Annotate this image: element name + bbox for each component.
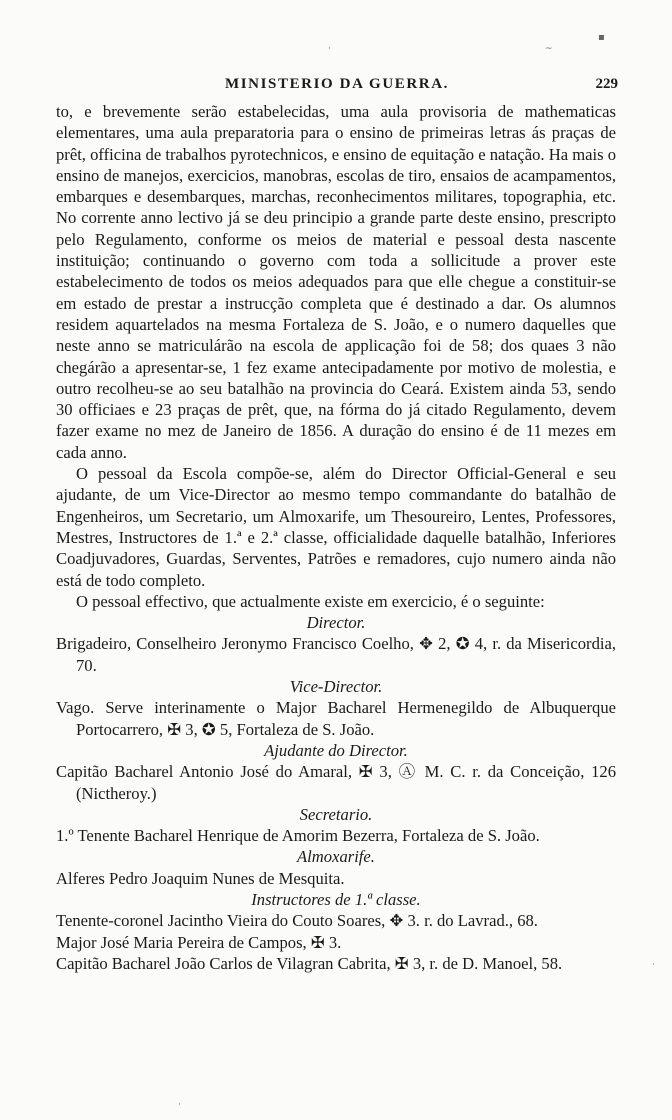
list-item: Capitão Bacharel João Carlos de Vilagran Cabrita, ✠ 3, r. de D. Manoel, 58. bbox=[56, 953, 563, 973]
intro-line: O pessoal effectivo, que actualmente existe em exercicio, é o seguinte: bbox=[76, 591, 545, 611]
list-item: Alferes Pedro Joaquim Nunes de Mesquita. bbox=[56, 868, 345, 888]
section-heading: Almoxarife. bbox=[297, 847, 375, 867]
speck-mark: · bbox=[328, 44, 331, 54]
section-heading: Instructores de 1.ª classe. bbox=[251, 889, 421, 909]
paragraph: to, e brevemente serão estabelecidas, uma aula provisoria de mathematicas elementares, uma aula preparatoria para o ensino de primeiras letras ás praças de prêt, officina de trabalhos pyrotechnicos, e ensino de equitação e natação. Ha mais o ensino de manejos, exercicios, manobras, escolas de tiro, ensaios de acampamentos, embarques e desembarques, marchas, reconhecimentos militares, topographia, etc. No corrente anno lectivo já se deu principio a grande parte deste ensino, prescripto pelo Regulamento, conforme os meios de material e pessoal desta nascente instituição; continuando o governo com toda a sollicitude a prover este estabelecimento de todos os meios adequados para que elle chegue a constituir-se em estado de prestar a instrucção completa que é destinado a dar. Os alumnos residem aquartelados na mesma Fortaleza de S. João, e o numero daquelles que neste anno se matriculárão na escola de applicação foi de 58; dos quaes 3 não chegárão a apresentar-se, 1 fez exame antecipadamente por motivo de molestia, e outro recolheu-se ao seu batalhão na provincia do Ceará. Existem ainda 53, sendo 30 officiaes e 23 praças de prêt, que, na fórma do já citado Regulamento, devem fazer exame no mez de Janeiro de 1856. A duração do ensino é de 11 mezes em cada anno. bbox=[56, 102, 616, 462]
list-item: Capitão Bacharel Antonio José do Amaral, ✠ 3, Ⓐ M. C. r. da Conceição, 126 (Nictheroy.) bbox=[56, 762, 616, 803]
list-item: Vago. Serve interinamente o Major Bacharel Hermenegildo de Albuquerque Portocarrero, ✠ 3, ✪ 5, Fortaleza de S. João. bbox=[56, 698, 616, 739]
section-heading: Secretario. bbox=[299, 804, 373, 824]
speck-mark: · bbox=[652, 960, 655, 970]
list-item: Brigadeiro, Conselheiro Jeronymo Francisco Coelho, ✥ 2, ✪ 4, r. da Misericordia, 70. bbox=[56, 634, 616, 675]
running-head bbox=[56, 76, 618, 98]
section-heading: Director. bbox=[306, 613, 366, 633]
section-title: MINISTERIO DA GUERRA. bbox=[224, 76, 450, 92]
list-item: 1.º Tenente Bacharel Henrique de Amorim Bezerra, Fortaleza de S. João. bbox=[56, 826, 540, 846]
speck-mark: ~ bbox=[545, 44, 553, 54]
speck-mark: ▪ bbox=[598, 32, 605, 43]
page-number: 229 bbox=[595, 76, 618, 92]
section-heading: Vice-Director. bbox=[289, 677, 383, 697]
section-heading: Ajudante do Director. bbox=[264, 740, 408, 760]
list-item: Tenente-coronel Jacintho Vieira do Couto Soares, ✥ 3. r. do Lavrad., 68. bbox=[56, 911, 538, 931]
list-item: Major José Maria Pereira de Campos, ✠ 3. bbox=[56, 932, 342, 952]
speck-mark: · bbox=[178, 1100, 181, 1110]
paragraph: O pessoal da Escola compõe-se, além do Director Official-General e seu ajudante, de um Vice-Director ao mesmo tempo commandante do batalhão de Engenheiros, um Secretario, um Almoxarife, um Thesoureiro, Lentes, Professores, Mestres, Instructores de 1.ª e 2.ª classe, officialidade daquelle batalhão, Inferiores Coadjuvadores, Guardas, Serventes, Patrões e remadores, cujo numero ainda não está de todo completo. bbox=[56, 464, 616, 590]
body-text bbox=[56, 101, 616, 974]
